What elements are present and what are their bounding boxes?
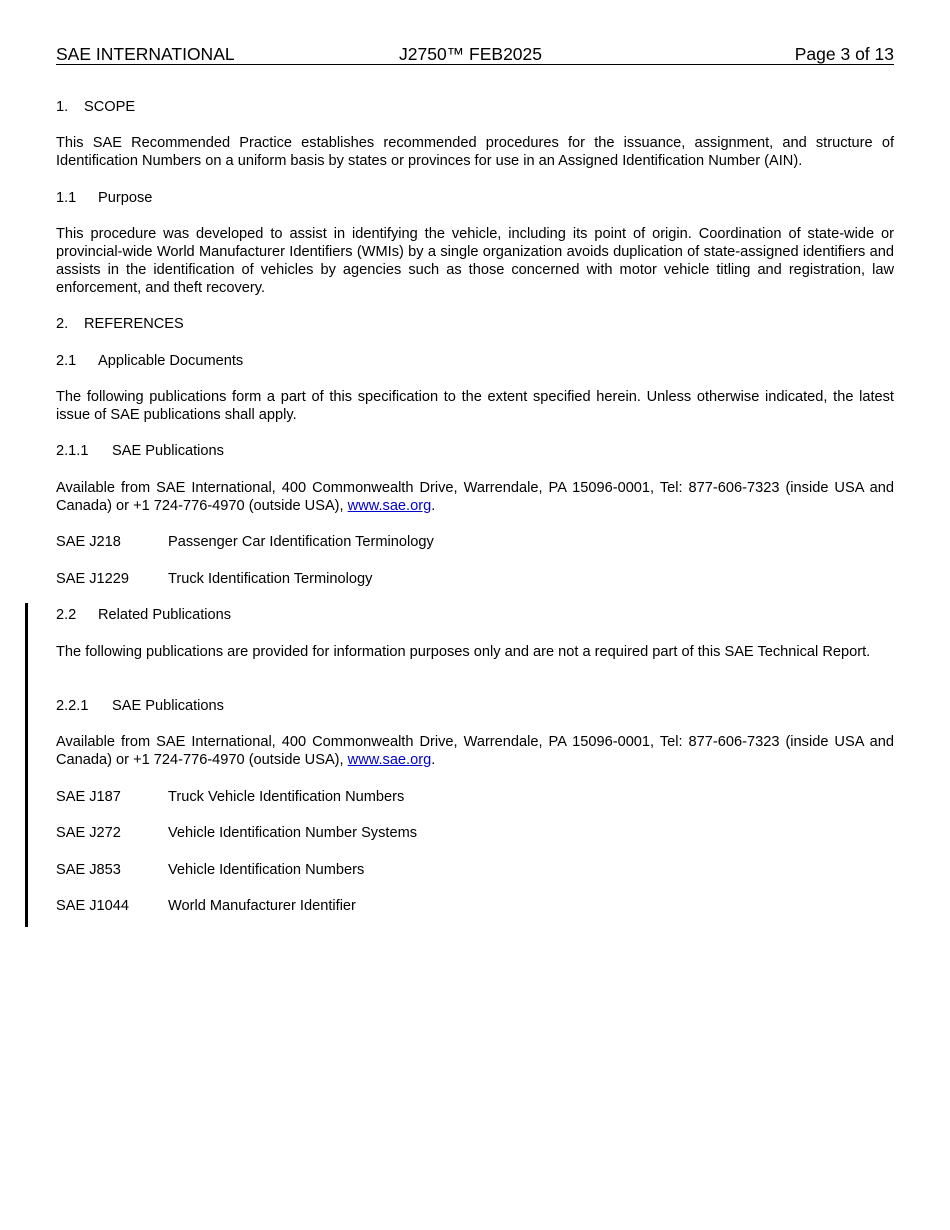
availability-text: Available from SAE International, 400 Commonwealth Drive, Warrendale, PA 15096-0001, Tel: 877-606-7323 (inside USA and Canada) or +1 724-776-4970 (outside USA), — [56, 734, 894, 768]
reference-title: Passenger Car Identification Terminology — [168, 534, 434, 550]
reference-code: SAE J187 — [56, 789, 121, 805]
section-heading-purpose — [56, 189, 894, 207]
sae-availability-paragraph — [56, 733, 894, 769]
reference-title: Truck Vehicle Identification Numbers — [168, 789, 405, 805]
section-title: Applicable Documents — [98, 353, 244, 369]
reference-title: Truck Identification Terminology — [168, 571, 373, 587]
punctuation: . — [431, 498, 436, 514]
section-title: Purpose — [98, 190, 153, 206]
section-heading-related-publications — [56, 606, 894, 624]
reference-item — [56, 897, 894, 915]
section-number: 2.1.1 — [56, 443, 89, 459]
section-title: SAE Publications — [112, 443, 224, 459]
reference-code: SAE J272 — [56, 825, 121, 841]
sae-website-link[interactable]: www.sae.org — [347, 498, 432, 514]
related-publications-paragraph: The following publications are provided for information purposes only and are not a required part of this SAE Technical Report. — [56, 644, 871, 660]
section-number: 1.1 — [56, 190, 77, 206]
section-number: 2.1 — [56, 353, 77, 369]
section-number: 2.2 — [56, 607, 77, 623]
sae-availability-paragraph — [56, 479, 894, 515]
section-title: Related Publications — [98, 607, 232, 623]
sae-website-link[interactable]: www.sae.org — [347, 752, 432, 768]
reference-item — [56, 533, 894, 551]
section-number: 1. — [56, 99, 69, 115]
reference-item — [56, 824, 894, 842]
reference-title: World Manufacturer Identifier — [168, 898, 356, 914]
section-number: 2.2.1 — [56, 698, 89, 714]
reference-code: SAE J853 — [56, 862, 121, 878]
section-title: REFERENCES — [84, 316, 184, 332]
section-heading-references — [56, 315, 894, 333]
header-page-number: Page 3 of 13 — [794, 44, 894, 64]
reference-item — [56, 861, 894, 879]
availability-text: Available from SAE International, 400 Commonwealth Drive, Warrendale, PA 15096-0001, Tel: 877-606-7323 (inside USA and Canada) or +1 724-776-4970 (outside USA), — [56, 480, 894, 514]
reference-code: SAE J218 — [56, 534, 121, 550]
reference-item — [56, 788, 894, 806]
reference-code: SAE J1229 — [56, 571, 130, 587]
applicable-documents-paragraph: The following publications form a part of this specification to the extent specified herein. Unless otherwise indicated, the latest issue of SAE publications shall apply. — [56, 389, 894, 423]
reference-title: Vehicle Identification Number Systems — [168, 825, 418, 841]
reference-code: SAE J1044 — [56, 898, 130, 914]
revision-change-bar — [25, 603, 28, 927]
header-document-id: J2750™ FEB2025 — [399, 44, 543, 64]
punctuation: . — [431, 752, 436, 768]
section-number: 2. — [56, 316, 69, 332]
reference-item — [56, 570, 894, 588]
section-title: SCOPE — [84, 99, 136, 115]
section-heading-sae-publications — [56, 697, 894, 715]
section-title: SAE Publications — [112, 698, 224, 714]
section-heading-sae-publications — [56, 442, 894, 460]
purpose-paragraph: This procedure was developed to assist in identifying the vehicle, including its point of origin. Coordination of state-wide or provincial-wide World Manufacturer Identifiers (WMIs) by a single organization avoids duplication of state-assigned identifiers and assists in the identification of vehicles by agencies such as those concerned with motor vehicle titling and registration, law enforcement, and theft recovery. — [56, 226, 894, 296]
header-organization: SAE INTERNATIONAL — [56, 44, 235, 64]
section-heading-applicable-documents — [56, 352, 894, 370]
section-heading-scope — [56, 98, 894, 116]
scope-paragraph: This SAE Recommended Practice establishes recommended procedures for the issuance, assignment, and structure of Identification Numbers on a uniform basis by states or provinces for use in an Assigned Identification Number (AIN). — [56, 135, 894, 169]
page-header — [56, 44, 894, 65]
reference-title: Vehicle Identification Numbers — [168, 862, 365, 878]
